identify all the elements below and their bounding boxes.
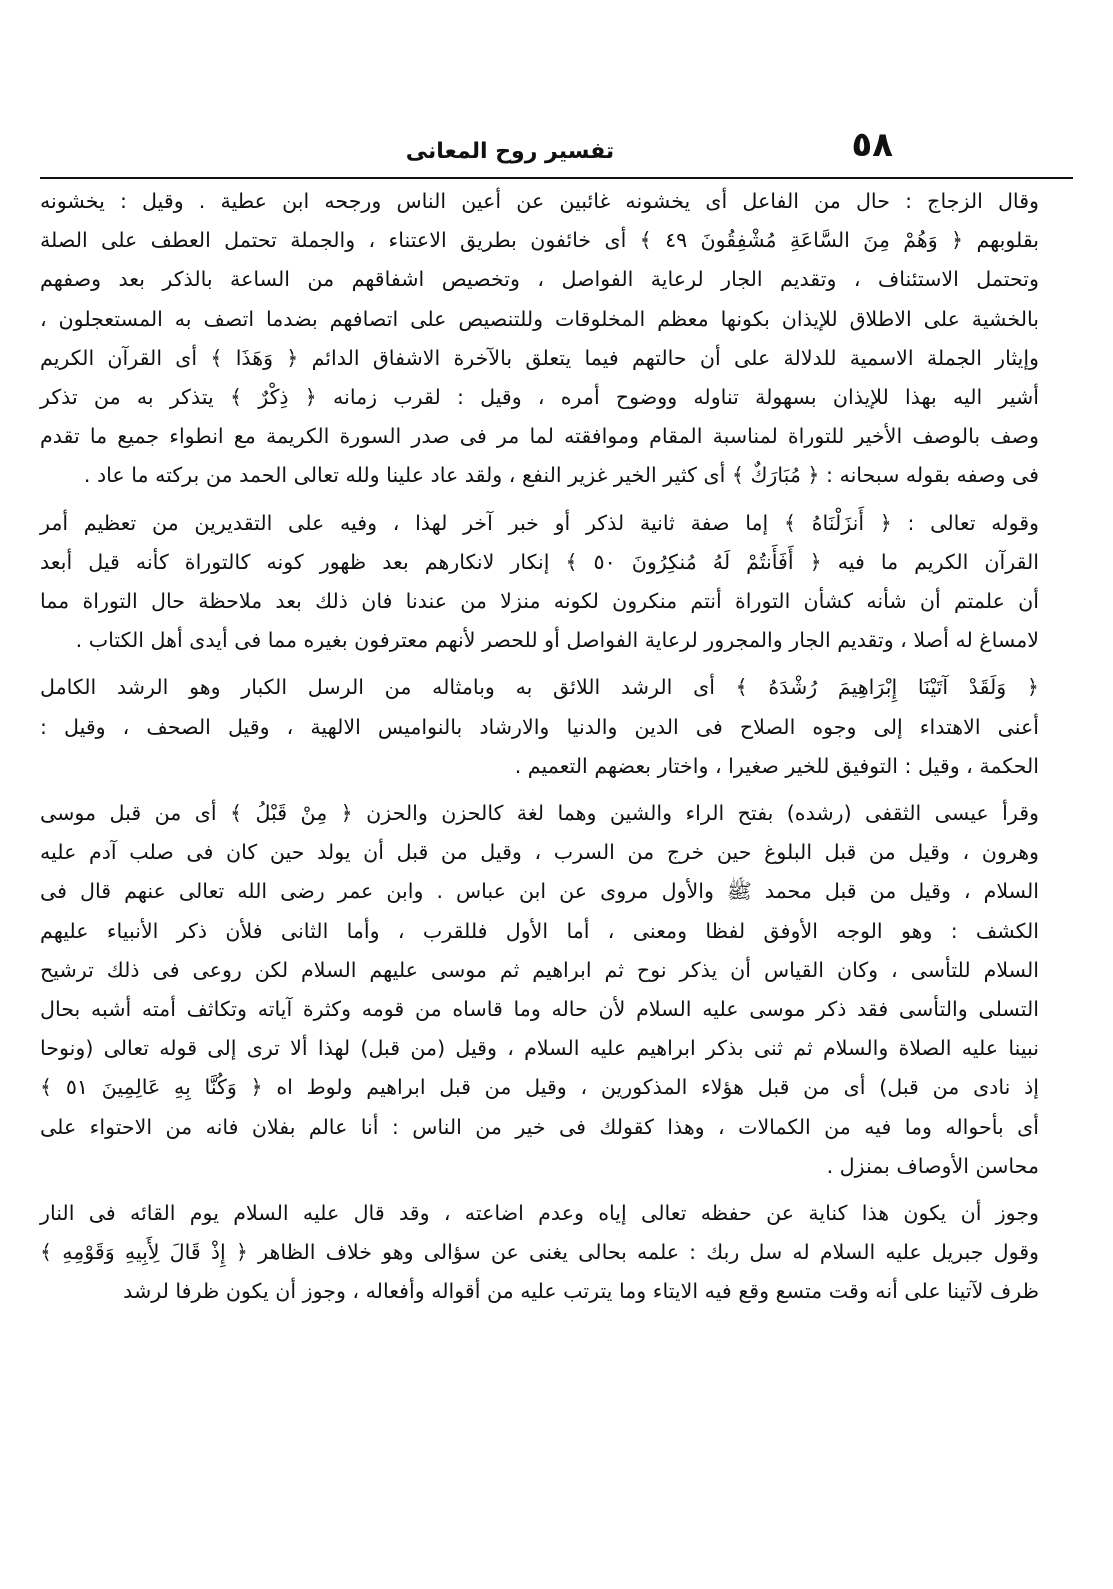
text-line: القرآن الكريم ما فيه ﴿ أَفَأَنتُمْ لَهُ مُنكِرُونَ ٥٠ ﴾ إنكار لانكارهم بعد ظهور كونه كالتوراة كأنه قيل أبعد <box>40 549 1040 574</box>
text-line: وإيثار الجملة الاسمية للدلالة على أن حالتهم فيما يتعلق بالآخرة الاشفاق الدائم ﴿ وَهَذَا ﴾ أى القرآن الكريم <box>40 345 1039 370</box>
text-line: محاسن الأوصاف بمنزل . <box>826 1153 1039 1178</box>
text-line: وقال الزجاج : حال من الفاعل أى يخشونه غائبين عن أعين الناس ورجحه ابن عطية . وقيل : يخشونه <box>40 189 1039 213</box>
paragraph <box>40 668 1073 786</box>
text-line: فى وصفه بقوله سبحانه : ﴿ مُبَارَكٌ ﴾ أى كثير الخير غزير النفع ، ولقد عاد علينا ولله تعالى الحمد من بركته ما عاد . <box>83 463 1039 488</box>
running-title: تفسير روح المعانى <box>405 139 615 164</box>
paragraph <box>40 182 1073 496</box>
text-line: وقرأ عيسى الثقفى (رشده) بفتح الراء والشين وهما لغة كالحزن والحزن ﴿ مِنْ قَبْلُ ﴾ أى من قبل موسى <box>40 801 1039 826</box>
text-line: وهرون ، وقيل من قبل البلوغ حين خرج من السرب ، وقيل من قبل أن يولد حين كان فى صلب آدم عليه <box>40 840 1039 865</box>
text-line: ظرف لآتينا على أنه وقت متسع وقع فيه الايتاء وما يترتب عليه من أقواله وأفعاله ، وجوز أن يكون ظرفا لرشد <box>123 1279 1039 1304</box>
text-line: ﴿ وَلَقَدْ آتَيْنَا إِبْرَاهِيمَ رُشْدَهُ ﴾ أى الرشد اللائق به وبامثاله من الرسل الكبار وهو الرشد الكامل <box>40 675 1039 700</box>
text-line: وتحتمل الاستئناف ، وتقديم الجار لرعاية الفواصل ، وتخصيص اشفاقهم من الساعة بالذكر بعد وصفهم <box>40 267 1039 292</box>
text-line: بالخشية على الاطلاق للإيذان بكونها معظم المخلوقات وللتنصيص على اتصافهم بضدما اتصف به المستعجلون ، <box>40 306 1039 331</box>
text-line: السلام للتأسى ، وكان القياس أن يذكر نوح ثم ابراهيم ثم موسى عليهم السلام لكن روعى فى ذلك ترشيح <box>40 957 1039 982</box>
text-line: أى بأحواله وما فيه من الكمالات ، وهذا كقولك فى خير من الناس : أنا عالم بفلان فانه من الاحتواء على <box>40 1114 1039 1139</box>
text-line: إذ نادى من قبل) أى من قبل هؤلاء المذكورين ، وقيل من قبل ابراهيم ولوط اه ﴿ وَكُنَّا بِهِ عَالِمِينَ ٥١ ﴾ <box>40 1075 1039 1100</box>
text-line: الكشف : وهو الوجه الأوفق لفظا ومعنى ، أما الأول فللقرب ، وأما الثانى فلأن ذكر الأنبياء عليهم <box>40 918 1039 943</box>
text-line: بقلوبهم ﴿ وَهُمْ مِنَ السَّاعَةِ مُشْفِقُونَ ٤٩ ﴾ أى خائفون بطريق الاعتناء ، والجملة تحتمل العطف على الصلة <box>40 228 1039 253</box>
text-line: أعنى الاهتداء إلى وجوه الصلاح فى الدين والدنيا والارشاد بالنواميس الالهية ، وقيل الصحف ، وقيل : <box>40 714 1039 739</box>
text-line: أشير اليه بهذا للإيذان بسهولة تناوله ووضوح أمره ، وقيل : لقرب زمانه ﴿ ذِكْرٌ ﴾ يتذكر به من تذكر <box>40 385 1039 410</box>
text-line: التسلى والتأسى فقد ذكر موسى عليه السلام لأن حاله وما قاساه من قومه وكثرة آياته وتكاثف أمته أشبه بحال <box>40 997 1039 1022</box>
page-number: ٥٨ <box>851 125 893 165</box>
paragraph <box>40 504 1073 661</box>
text-line: وجوز أن يكون هذا كناية عن حفظه تعالى إياه وعدم اضاعته ، وقد قال عليه السلام يوم القائه فى النار <box>40 1201 1039 1226</box>
text-line: السلام ، وقيل من قبل محمد ﷺ والأول مروى عن ابن عباس . وابن عمر رضى الله تعالى عنهم قال فى <box>40 879 1039 904</box>
text-line: لامساغ له أصلا ، وتقديم الجار والمجرور لرعاية الفواصل أو للحصر لأنهم معترفون بغيره مما فى أيدى أهل الكتاب . <box>75 628 1039 653</box>
commentary-text <box>40 182 1073 1312</box>
paragraph <box>40 1194 1073 1312</box>
text-line: نبينا عليه الصلاة والسلام ثم ثنى بذكر ابراهيم عليه السلام ، وقيل (من قبل) لهذا ألا ترى إلى قوله تعالى (ونوحا <box>40 1036 1039 1061</box>
text-line: الحكمة ، وقيل : التوفيق للخير صغيرا ، واختار بعضهم التعميم . <box>514 753 1039 778</box>
paragraph <box>40 794 1073 1186</box>
text-line: وقول جبريل عليه السلام له سل ربك : علمه بحالى يغنى عن سؤالى وهو خلاف الظاهر ﴿ إِذْ قَالَ لِأَبِيهِ وَقَوْمِهِ ﴾ <box>40 1240 1039 1265</box>
page-header <box>40 125 1073 179</box>
text-line: أن علمتم أن شأنه كشأن التوراة أنتم منكرون لكونه منزلا من عندنا فان ذلك بعد ملاحظة حال التوراة مما <box>40 589 1039 614</box>
text-line: وقوله تعالى : ﴿ أَنزَلْنَاهُ ﴾ إما صفة ثانية لذكر أو خبر آخر لهذا ، وفيه على التقديرين من تعظيم أمر <box>40 510 1039 535</box>
text-line: وصف بالوصف الأخير للتوراة لمناسبة المقام وموافقته لما مر فى صدر السورة الكريمة مع انطواء جميع ما تقدم <box>40 424 1039 449</box>
